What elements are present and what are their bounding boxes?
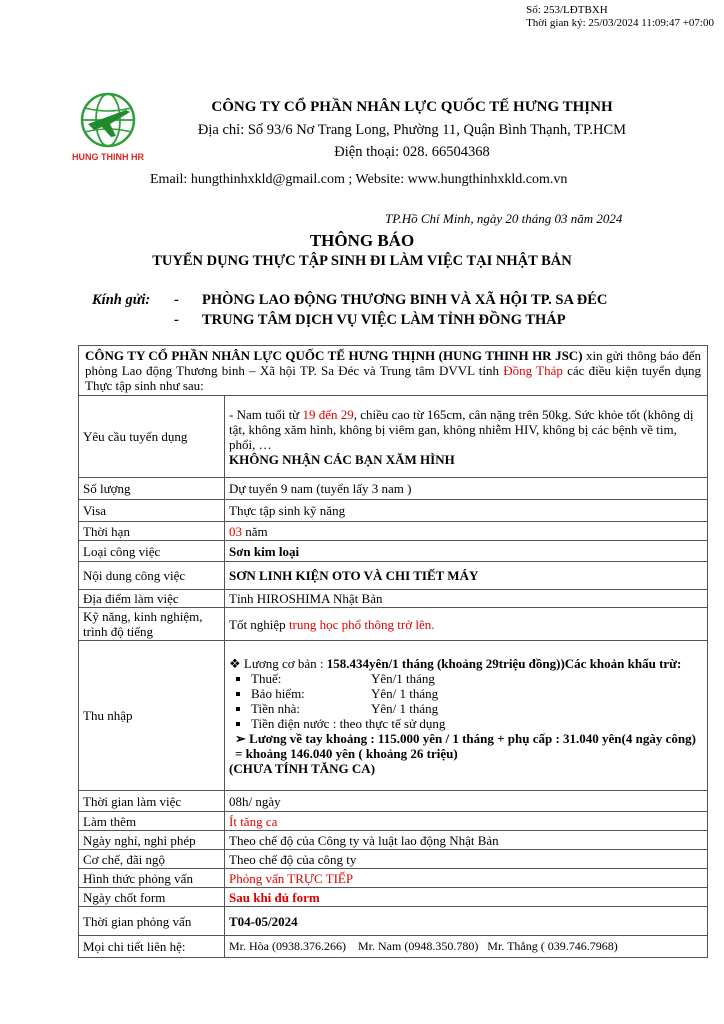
jobtype-value: Sơn kim loại bbox=[225, 541, 708, 562]
leave-value: Theo chế độ của Công ty và luật lao động Nhật Bản bbox=[225, 831, 708, 850]
recipients-label: Kính gửi: bbox=[92, 292, 151, 308]
list-item: ▪ Thuế: Yên/1 tháng bbox=[251, 671, 703, 686]
table-row: Thu nhập ❖ Lương cơ bản : 158.434yên/1 tháng (khoảng 29triệu đồng))Các khoản khấu trừ: ▪ Thuế: Yên/1 tháng ▪ Bảo hiểm: Yên/ 1 tháng ▪ Tiền nhà: Yên/ 1 tháng ▪ Tiền điện nước : theo thực tế sử dụng ➢ Lương về tay khoảng : 115.000 yên / 1 tháng + phụ cấp : 31.040 yên(4 ngày công) = khoảng 146.040 yên ( khoảng 26 triệu) (CHƯA TÍNH TĂNG CA) bbox=[79, 641, 708, 791]
check-bullet-icon: ➢ bbox=[235, 730, 246, 746]
hours-value: 08h/ ngày bbox=[225, 791, 708, 812]
table-row: Loại công việc Sơn kim loại bbox=[79, 541, 708, 562]
overtime-value: Ít tăng ca bbox=[225, 812, 708, 831]
list-item: ▪ Bảo hiểm: Yên/ 1 tháng bbox=[251, 686, 703, 701]
list-item: ▪ Tiền nhà: Yên/ 1 tháng bbox=[251, 701, 703, 716]
table-row: Nội dung công việc SƠN LINH KIỆN OTO VÀ CHI TIẾT MÁY bbox=[79, 562, 708, 590]
term-value: 03 năm bbox=[225, 522, 708, 541]
table-row: Visa Thực tập sinh kỹ năng bbox=[79, 500, 708, 522]
company-logo bbox=[66, 90, 150, 166]
interview-format-value: Phỏng vấn TRỰC TIẾP bbox=[225, 869, 708, 888]
table-row: Số lượng Dự tuyển 9 nam (tuyển lấy 3 nam ) bbox=[79, 478, 708, 500]
company-name: CÔNG TY CỔ PHẦN NHÂN LỰC QUỐC TẾ HƯNG THỊNH bbox=[211, 99, 613, 115]
job-content-value: SƠN LINH KIỆN OTO VÀ CHI TIẾT MÁY bbox=[225, 562, 708, 590]
diamond-bullet-icon: ❖ bbox=[229, 655, 241, 671]
signed-time: Thời gian ký: 25/03/2024 11:09:47 +07:00 bbox=[526, 17, 714, 29]
signature-stamp bbox=[526, 4, 714, 30]
table-row: Thời gian làm việc 08h/ ngày bbox=[79, 791, 708, 812]
company-phone: Điện thoại: 028. 66504368 bbox=[334, 144, 490, 160]
recipient-1: PHÒNG LAO ĐỘNG THƯƠNG BINH VÀ XÃ HỘI TP. SA ĐÉC bbox=[202, 292, 608, 308]
list-item: ▪ Tiền điện nước : theo thực tế sử dụng bbox=[251, 716, 703, 731]
workplace-value: Tỉnh HIROSHIMA Nhật Bản bbox=[225, 590, 708, 608]
income-value: ❖ Lương cơ bản : 158.434yên/1 tháng (khoảng 29triệu đồng))Các khoản khấu trừ: ▪ Thuế: Yên/1 tháng ▪ Bảo hiểm: Yên/ 1 tháng ▪ Tiền nhà: Yên/ 1 tháng ▪ Tiền điện nước : theo thực tế sử dụng ➢ Lương về tay khoảng : 115.000 yên / 1 tháng + phụ cấp : 31.040 yên(4 ngày công) = khoảng 146.040 yên ( khoảng 26 triệu) (CHƯA TÍNH TĂNG CA) bbox=[225, 641, 708, 791]
dateline: TP.Hồ Chí Minh, ngày 20 tháng 03 năm 2024 bbox=[385, 211, 623, 226]
visa-value: Thực tập sinh kỹ năng bbox=[225, 500, 708, 522]
table-row: Ngày chốt form Sau khi đủ form bbox=[79, 888, 708, 907]
company-email-website: Email: hungthinhxkld@gmail.com ; Website: www.hungthinhxkld.com.vn bbox=[150, 172, 568, 187]
table-row: Hình thức phỏng vấn Phỏng vấn TRỰC TIẾP bbox=[79, 869, 708, 888]
interview-time-value: T04-05/2024 bbox=[225, 907, 708, 936]
document-title: THÔNG BÁO bbox=[309, 231, 415, 250]
table-row: Làm thêm Ít tăng ca bbox=[79, 812, 708, 831]
table-row bbox=[79, 346, 708, 396]
requirement-value: - Nam tuổi từ 19 đến 29, chiều cao từ 165cm, cân nặng trên 50kg. Sức khỏe tốt (không dị tật, không xăm hình, không bị viêm gan, không nhiễm HIV, không bị các bệnh về tim, phổi, … KHÔNG NHẬN CÁC BẠN XĂM HÌNH bbox=[225, 396, 708, 478]
document-number: Số: 253/LĐTBXH bbox=[526, 4, 608, 16]
skill-value: Tốt nghiệp trung học phổ thông trở lên. bbox=[225, 608, 708, 641]
intro-paragraph: CÔNG TY CỔ PHẦN NHÂN LỰC QUỐC TẾ HƯNG THỊNH (HUNG THINH HR JSC) xin gửi thông báo đến phòng Lao động Thương binh – Xã hội TP. Sa Đéc và Trung tâm DVVL tỉnh Đồng Tháp các điều kiện tuyển dụng Thực tập sinh như sau: bbox=[79, 346, 708, 396]
table-row: Thời hạn 03 năm bbox=[79, 522, 708, 541]
recruitment-table bbox=[78, 345, 708, 958]
table-row: Mọi chi tiết liên hệ: Mr. Hòa (0938.376.266) Mr. Nam (0948.350.780) Mr. Thắng ( 039.746.7968) bbox=[79, 936, 708, 958]
globe-airplane-icon bbox=[66, 90, 150, 166]
recipient-2: TRUNG TÂM DỊCH VỤ VIỆC LÀM TỈNH ĐỒNG THÁP bbox=[202, 312, 566, 328]
deadline-value: Sau khi đủ form bbox=[225, 888, 708, 907]
table-row: Địa điểm làm việc Tỉnh HIROSHIMA Nhật Bản bbox=[79, 590, 708, 608]
deduction-list bbox=[229, 671, 703, 731]
company-address: Địa chỉ: Số 93/6 Nơ Trang Long, Phường 11, Quận Bình Thạnh, TP.HCM bbox=[197, 122, 627, 138]
quantity-value: Dự tuyển 9 nam (tuyển lấy 3 nam ) bbox=[225, 478, 708, 500]
logo-text: HUNG THINH HR bbox=[72, 152, 144, 162]
document-subtitle: TUYỂN DỤNG THỰC TẬP SINH ĐI LÀM VIỆC TẠI NHẬT BẢN bbox=[152, 253, 572, 269]
benefit-value: Theo chế độ của công ty bbox=[225, 850, 708, 869]
table-row: Thời gian phỏng vấn T04-05/2024 bbox=[79, 907, 708, 936]
recipients: Kính gửi: - PHÒNG LAO ĐỘNG THƯƠNG BINH VÀ XÃ HỘI TP. SA ĐÉC - TRUNG TÂM DỊCH VỤ VIỆC LÀM TỈNH ĐỒNG THÁP bbox=[92, 292, 608, 328]
table-row bbox=[79, 396, 708, 478]
table-row: Ngày nghỉ, nghỉ phép Theo chế độ của Công ty và luật lao động Nhật Bản bbox=[79, 831, 708, 850]
row-label: Yêu cầu tuyển dụng bbox=[79, 396, 225, 478]
contact-value: Mr. Hòa (0938.376.266) Mr. Nam (0948.350.780) Mr. Thắng ( 039.746.7968) bbox=[225, 936, 708, 958]
table-row: Kỹ năng, kinh nghiệm, trình độ tiếng Tốt nghiệp trung học phổ thông trở lên. bbox=[79, 608, 708, 641]
table-row: Cơ chế, đãi ngộ Theo chế độ của công ty bbox=[79, 850, 708, 869]
